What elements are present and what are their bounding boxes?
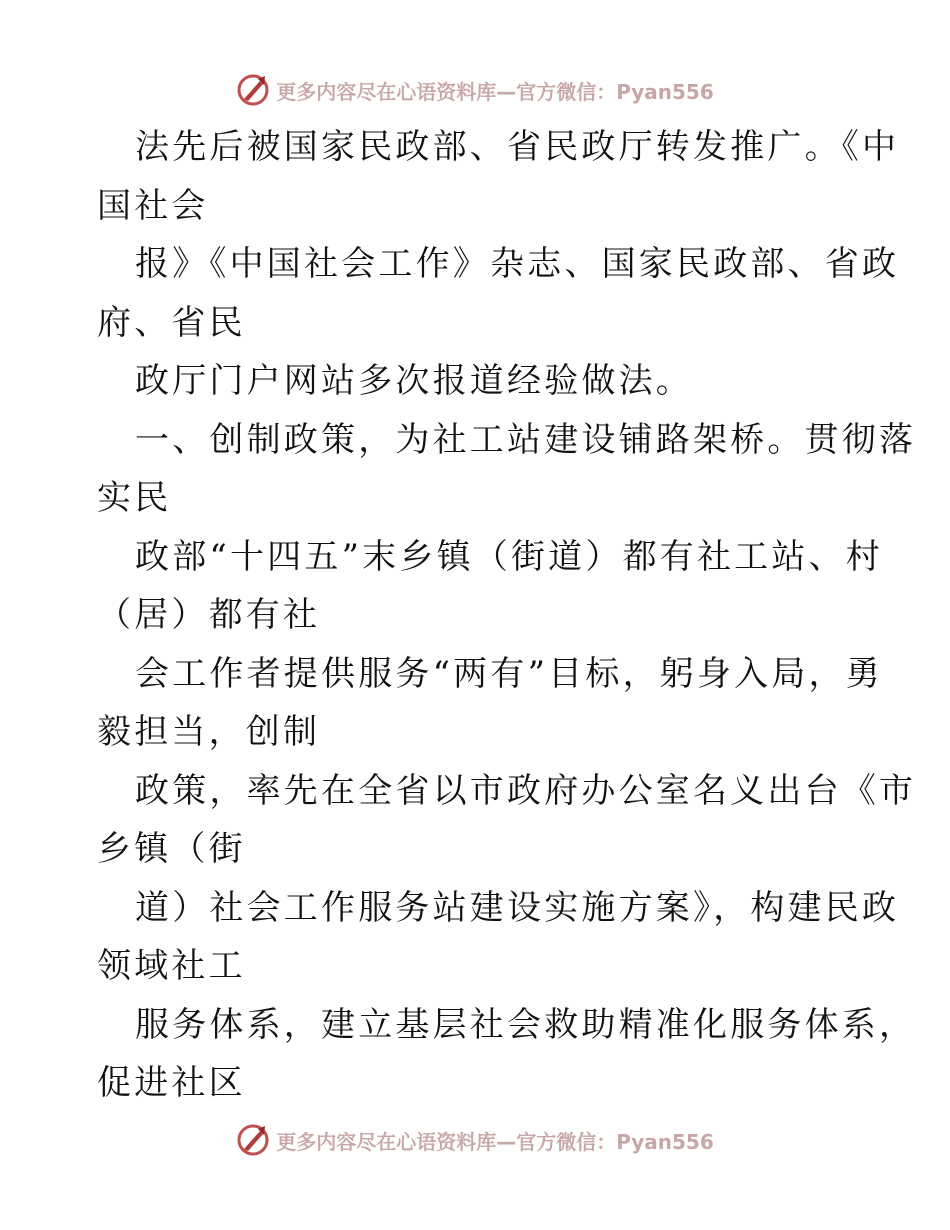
text-line: 法先后被国家民政部、省民政厅转发推广。《中 bbox=[135, 127, 900, 167]
text-line: 促进社区 bbox=[97, 1063, 246, 1103]
header-watermark-banner bbox=[0, 70, 950, 110]
text-line: 毅担当，创制 bbox=[97, 712, 321, 752]
text-line: 会工作者提供服务“两有”目标，躬身入局，勇 bbox=[135, 653, 883, 694]
header-banner-text: 更多内容尽在心语资料库—官方微信：Pyan556 bbox=[276, 79, 714, 104]
text-line: 乡镇（街 bbox=[97, 829, 246, 869]
text-line: 政部“十四五”末乡镇（街道）都有社工站、村 bbox=[135, 536, 883, 577]
text-line: 府、省民 bbox=[97, 302, 246, 343]
footer-watermark-banner bbox=[0, 1120, 950, 1160]
text-line: 政厅门户网站多次报道经验做法。 bbox=[135, 361, 693, 401]
text-line: 政策，率先在全省以市政府办公室名义出台《市 bbox=[135, 770, 917, 811]
text-line: 道）社会工作服务站建设实施方案》，构建民政 bbox=[135, 887, 900, 928]
text-line: 一、创制政策，为社工站建设铺路架桥。贯彻落 bbox=[135, 419, 917, 460]
quill-logo-icon bbox=[236, 1123, 270, 1157]
text-line: 国社会 bbox=[97, 185, 209, 226]
text-line: 报》《中国社会工作》杂志、国家民政部、省政 bbox=[135, 244, 900, 284]
text-line: 服务体系，建立基层社会救助精准化服务体系， bbox=[135, 1004, 917, 1045]
quill-logo-icon bbox=[236, 73, 270, 107]
document-body bbox=[97, 118, 917, 1113]
text-line: （居）都有社 bbox=[97, 595, 321, 635]
text-line: 领域社工 bbox=[97, 946, 246, 986]
text-line: 实民 bbox=[97, 478, 172, 518]
footer-banner-text: 更多内容尽在心语资料库—官方微信：Pyan556 bbox=[276, 1129, 714, 1154]
